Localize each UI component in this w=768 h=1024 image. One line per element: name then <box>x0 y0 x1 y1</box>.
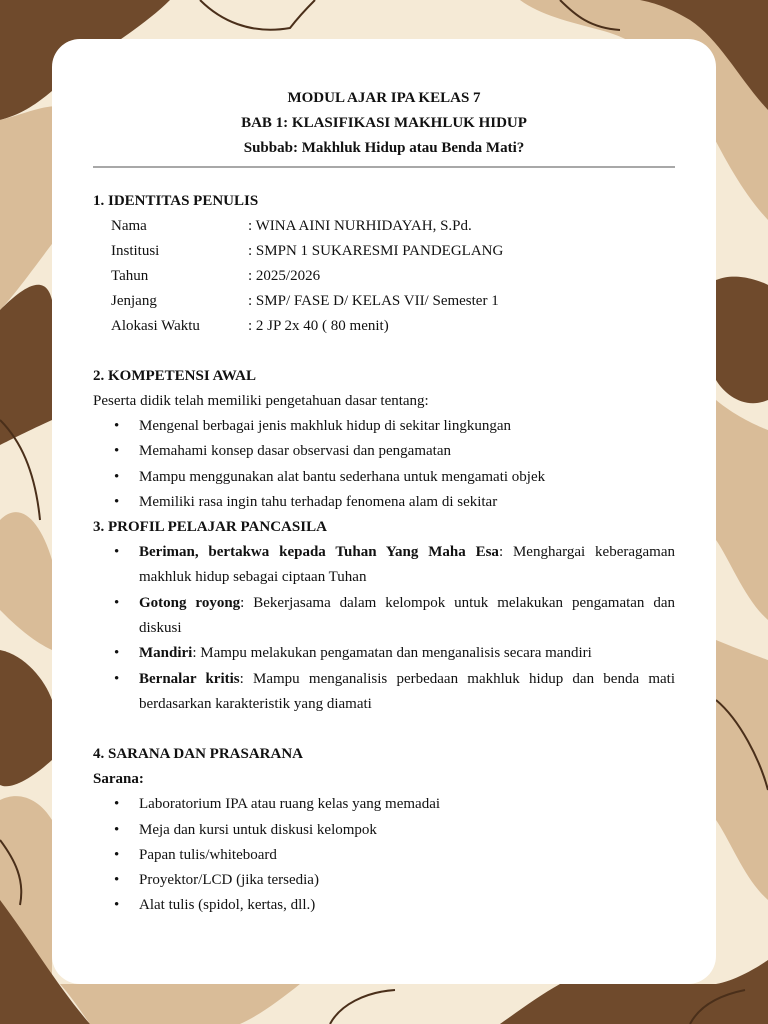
profil-term: Beriman, bertakwa kepada Tuhan Yang Maha Esa <box>139 544 499 561</box>
kompetensi-list <box>93 414 675 515</box>
identity-value: : SMP/ FASE D/ KELAS VII/ Semester 1 <box>248 293 499 309</box>
profil-term: Bernalar kritis <box>139 670 240 687</box>
list-item: • Laboratorium IPA atau ruang kelas yang memadai <box>93 792 675 817</box>
list-item <box>93 667 675 718</box>
section-heading-profil: 3. PROFIL PELAJAR PANCASILA <box>93 519 327 536</box>
sarana-subheading: Sarana: <box>93 771 144 788</box>
chapter-title: BAB 1: KLASIFIKASI MAKHLUK HIDUP <box>241 115 527 131</box>
identity-row <box>93 289 675 314</box>
list-item: • Alat tulis (spidol, kertas, dll.) <box>93 893 675 918</box>
identity-value: : 2025/2026 <box>248 268 321 284</box>
document-title: MODUL AJAR IPA KELAS 7 <box>287 90 481 106</box>
list-item: • Proyektor/LCD (jika tersedia) <box>93 868 675 893</box>
list-item <box>93 641 675 666</box>
identity-label: Alokasi Waktu <box>111 318 200 334</box>
identity-label: Nama <box>111 218 147 234</box>
identity-value: : 2 JP 2x 40 ( 80 menit) <box>248 318 389 334</box>
subchapter-title: Subbab: Makhluk Hidup atau Benda Mati? <box>243 140 525 156</box>
section-heading-sarana: 4. SARANA DAN PRASARANA <box>93 746 304 763</box>
profil-desc: : Mampu melakukan pengamatan dan menganalisis secara mandiri <box>192 645 592 662</box>
list-item: • Mampu menggunakan alat bantu sederhana untuk mengamati objek <box>93 465 675 490</box>
profil-desc: : Mampu menganalisis perbedaan makhluk hidup dan benda mati berdasarkan karakteristik yang diamati <box>139 670 675 712</box>
profil-term: Mandiri <box>139 645 193 662</box>
profil-term: Gotong royong <box>139 594 241 611</box>
list-item: • Memiliki rasa ingin tahu terhadap fenomena alam di sekitar <box>93 490 675 515</box>
identity-label: Institusi <box>111 243 160 259</box>
identity-label: Tahun <box>111 268 149 284</box>
list-item: • Meja dan kursi untuk diskusi kelompok <box>93 818 675 843</box>
section-heading-kompetensi: 2. KOMPETENSI AWAL <box>93 368 256 384</box>
identity-row <box>93 214 675 239</box>
list-item: • Papan tulis/whiteboard <box>93 843 675 868</box>
kompetensi-intro: Peserta didik telah memiliki pengetahuan dasar tentang: <box>93 393 429 409</box>
identity-row <box>93 239 675 264</box>
list-item: • Memahami konsep dasar observasi dan pengamatan <box>93 439 675 464</box>
list-item: • Mengenal berbagai jenis makhluk hidup di sekitar lingkungan <box>93 414 675 439</box>
document-content <box>93 86 675 919</box>
profil-list <box>93 540 675 717</box>
list-item <box>93 591 675 642</box>
identity-row <box>93 314 675 339</box>
profil-desc: : Bekerjasama dalam kelompok untuk melakukan pengamatan dan diskusi <box>139 594 676 637</box>
identity-value: : WINA AINI NURHIDAYAH, S.Pd. <box>248 218 472 234</box>
identity-table <box>93 214 675 339</box>
identity-row <box>93 264 675 289</box>
sarana-list <box>93 792 675 918</box>
identity-label: Jenjang <box>111 293 157 309</box>
section-heading-identitas: 1. IDENTITAS PENULIS <box>93 193 259 209</box>
profil-desc: : Menghargai keberagaman makhluk hidup sebagai ciptaan Tuhan <box>139 544 675 586</box>
list-item <box>93 540 675 591</box>
document-page <box>52 39 716 984</box>
identity-value: : SMPN 1 SUKARESMI PANDEGLANG <box>248 243 504 259</box>
